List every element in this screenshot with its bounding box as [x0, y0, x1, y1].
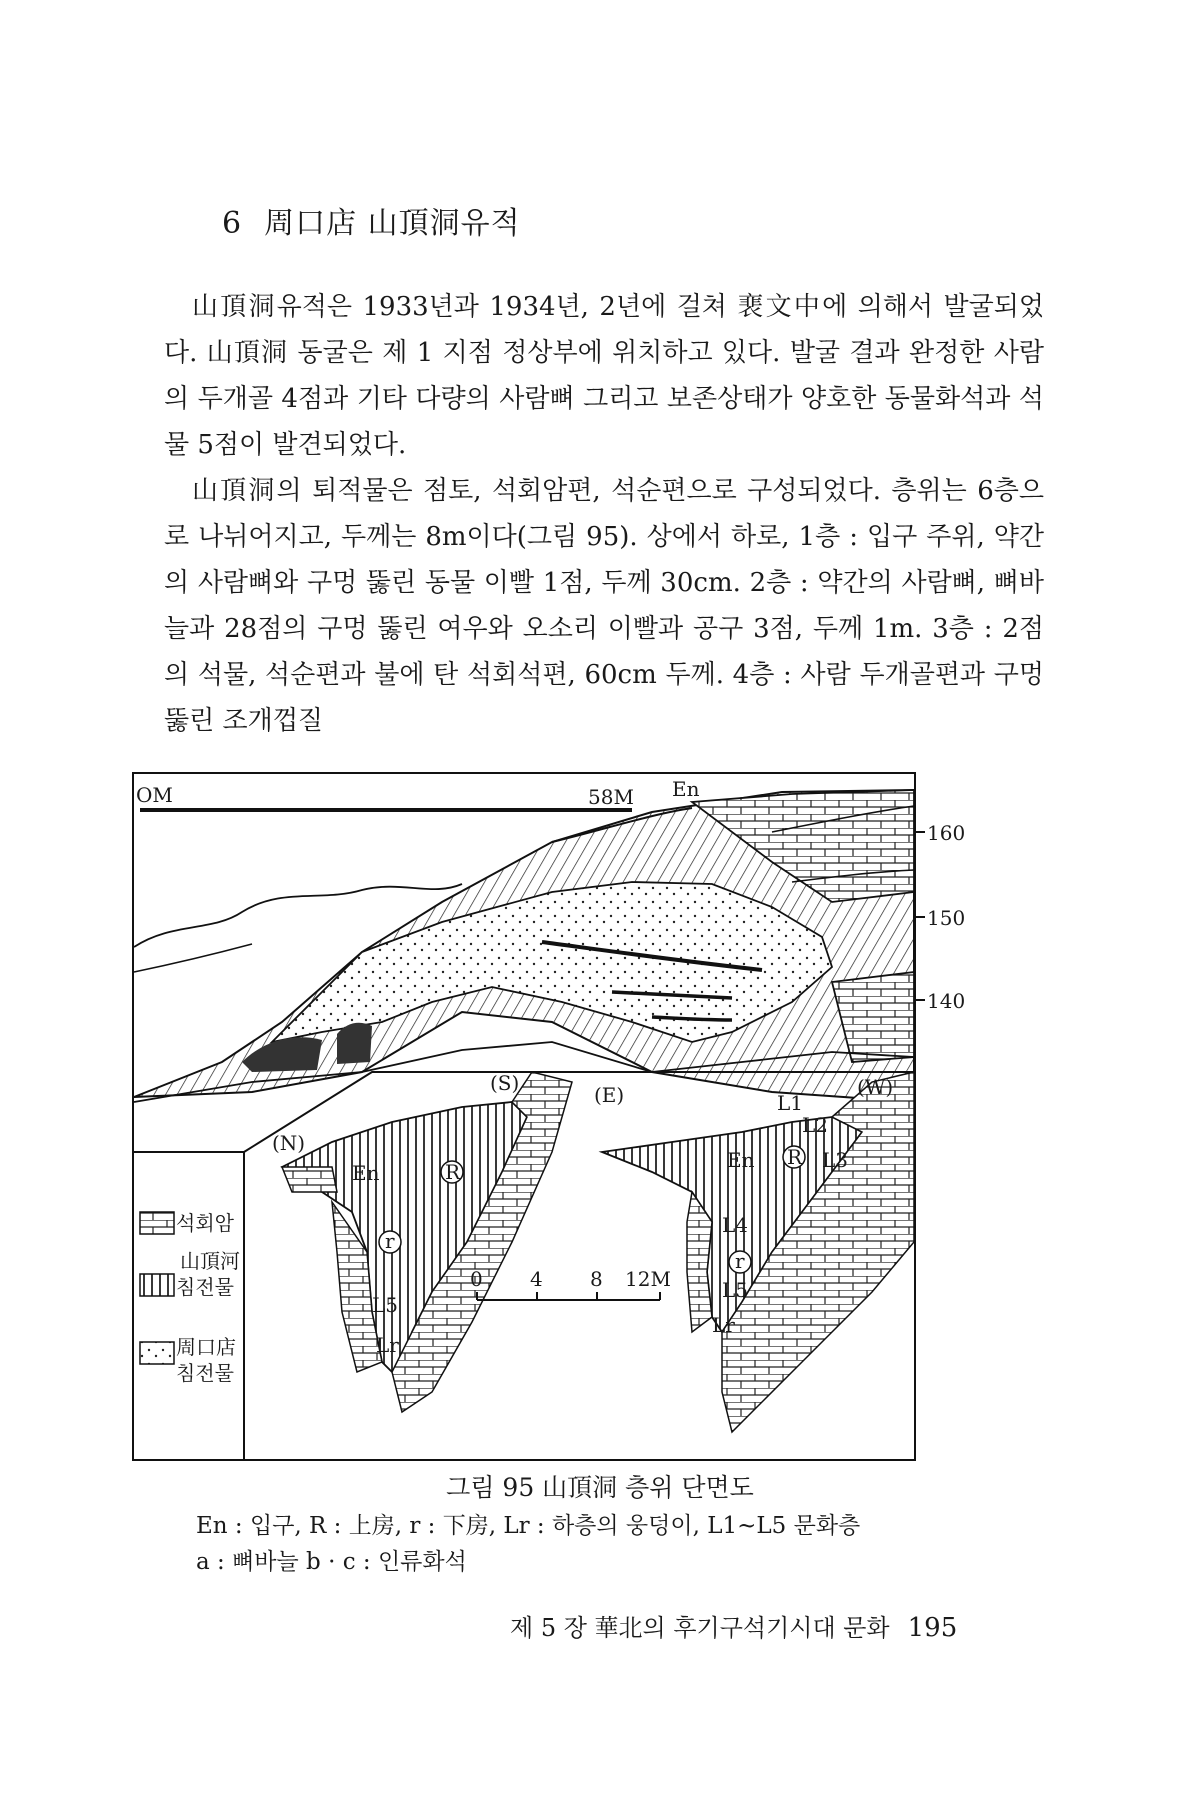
- scale-12m: 12M: [625, 1267, 671, 1291]
- label-w: (W): [857, 1075, 894, 1099]
- page-footer: [510, 1608, 957, 1643]
- scale-top-right: 58M: [588, 785, 634, 809]
- elevation-150: 150: [927, 906, 966, 930]
- en-top-label: En: [672, 777, 700, 801]
- scale-8: 8: [590, 1267, 603, 1291]
- label-l1: L1: [777, 1091, 804, 1115]
- scale-top-left: OM: [136, 783, 173, 807]
- label-n: (N): [272, 1131, 306, 1155]
- label-l3: L3: [822, 1148, 849, 1172]
- section-heading: [222, 198, 521, 242]
- figure-caption: 그림 95 山頂洞 층위 단면도: [446, 1473, 754, 1502]
- paragraph-2: 山頂洞의 퇴적물은 점토, 석회암편, 석순편으로 구성되었다. 층위는 6층으로 나뉘어지고, 두께는 8m이다(그림 95). 상에서 하로, 1층 : 입구 주위, 약간의 사람뼈와 구멍 뚫린 동물 이빨 1점, 두께 30cm. 2층 : 약간의 사람뼈, 뼈바늘과 28점의 구멍 뚫린 여우와 오소리 이빨과 공구 3점, 두께 1m. 3층 : 2점의 석물, 석순편과 불에 탄 석회석편, 60cm 두께. 4층 : 사람 두개골편과 구멍 뚫린 조개껍질: [164, 476, 1044, 736]
- cross-section-drawing: [132, 772, 1037, 1462]
- label-r-upper-right: R: [787, 1145, 803, 1169]
- label-l4: L4: [722, 1213, 749, 1237]
- figure-note-line-2: a : 뼈바늘 b · c : 인류화석: [196, 1549, 467, 1575]
- label-l5-left: L5: [372, 1293, 399, 1317]
- label-l2: L2: [802, 1113, 829, 1137]
- paragraph-1: 山頂洞유적은 1933년과 1934년, 2년에 걸쳐 裵文中에 의해서 발굴되었다. 山頂洞 동굴은 제 1 지점 정상부에 위치하고 있다. 발굴 결과 완정한 사람의 두개골 4점과 기타 다량의 사람뼈 그리고 보존상태가 양호한 동물화석과 석물 5점이 발견되었다.: [164, 292, 1044, 460]
- scale-4: 4: [530, 1267, 543, 1291]
- section-title: 周口店 山頂洞유적: [264, 206, 521, 241]
- figure-notes: [196, 1508, 860, 1580]
- label-r-lower-left: r: [385, 1229, 395, 1253]
- label-e: (E): [594, 1083, 625, 1107]
- label-r-upper-left: R: [445, 1160, 461, 1184]
- legend-label-upper-cave-2: 침전물: [176, 1275, 234, 1299]
- stratigraphy-figure: [132, 772, 1037, 1462]
- page-number: 195: [907, 1613, 958, 1643]
- body-text: [164, 284, 1044, 744]
- label-en-left: En: [352, 1161, 380, 1185]
- figure-note-line-1: En : 입구, R : 上房, r : 下房, Lr : 하층의 웅덩이, L1~L5 문화층: [196, 1513, 861, 1539]
- legend-swatch-zhoukoudian: [140, 1342, 174, 1364]
- label-en-right: En: [727, 1148, 755, 1172]
- label-lr-left: Lr: [376, 1333, 399, 1357]
- label-l5-right: L5: [722, 1278, 749, 1302]
- legend-swatch-upper-cave: [140, 1274, 174, 1296]
- section-number: 6: [222, 206, 243, 241]
- elevation-140: 140: [927, 989, 966, 1013]
- chapter-title: 제 5 장 華北의 후기구석기시대 문화: [510, 1614, 890, 1642]
- legend-label-zhoukoudian-1: 周口店: [176, 1335, 236, 1359]
- elevation-160: 160: [927, 821, 966, 845]
- label-r-lower-right: r: [735, 1249, 745, 1273]
- legend-label-zhoukoudian-2: 침전물: [176, 1361, 234, 1385]
- legend-label-upper-cave-1: 山頂河: [180, 1249, 240, 1273]
- label-lr-right: Lr: [712, 1313, 735, 1337]
- legend-label-limestone: 석회암: [176, 1211, 234, 1235]
- label-s: (S): [490, 1071, 520, 1095]
- legend-swatch-limestone: [140, 1212, 174, 1234]
- scale-0: 0: [470, 1267, 483, 1291]
